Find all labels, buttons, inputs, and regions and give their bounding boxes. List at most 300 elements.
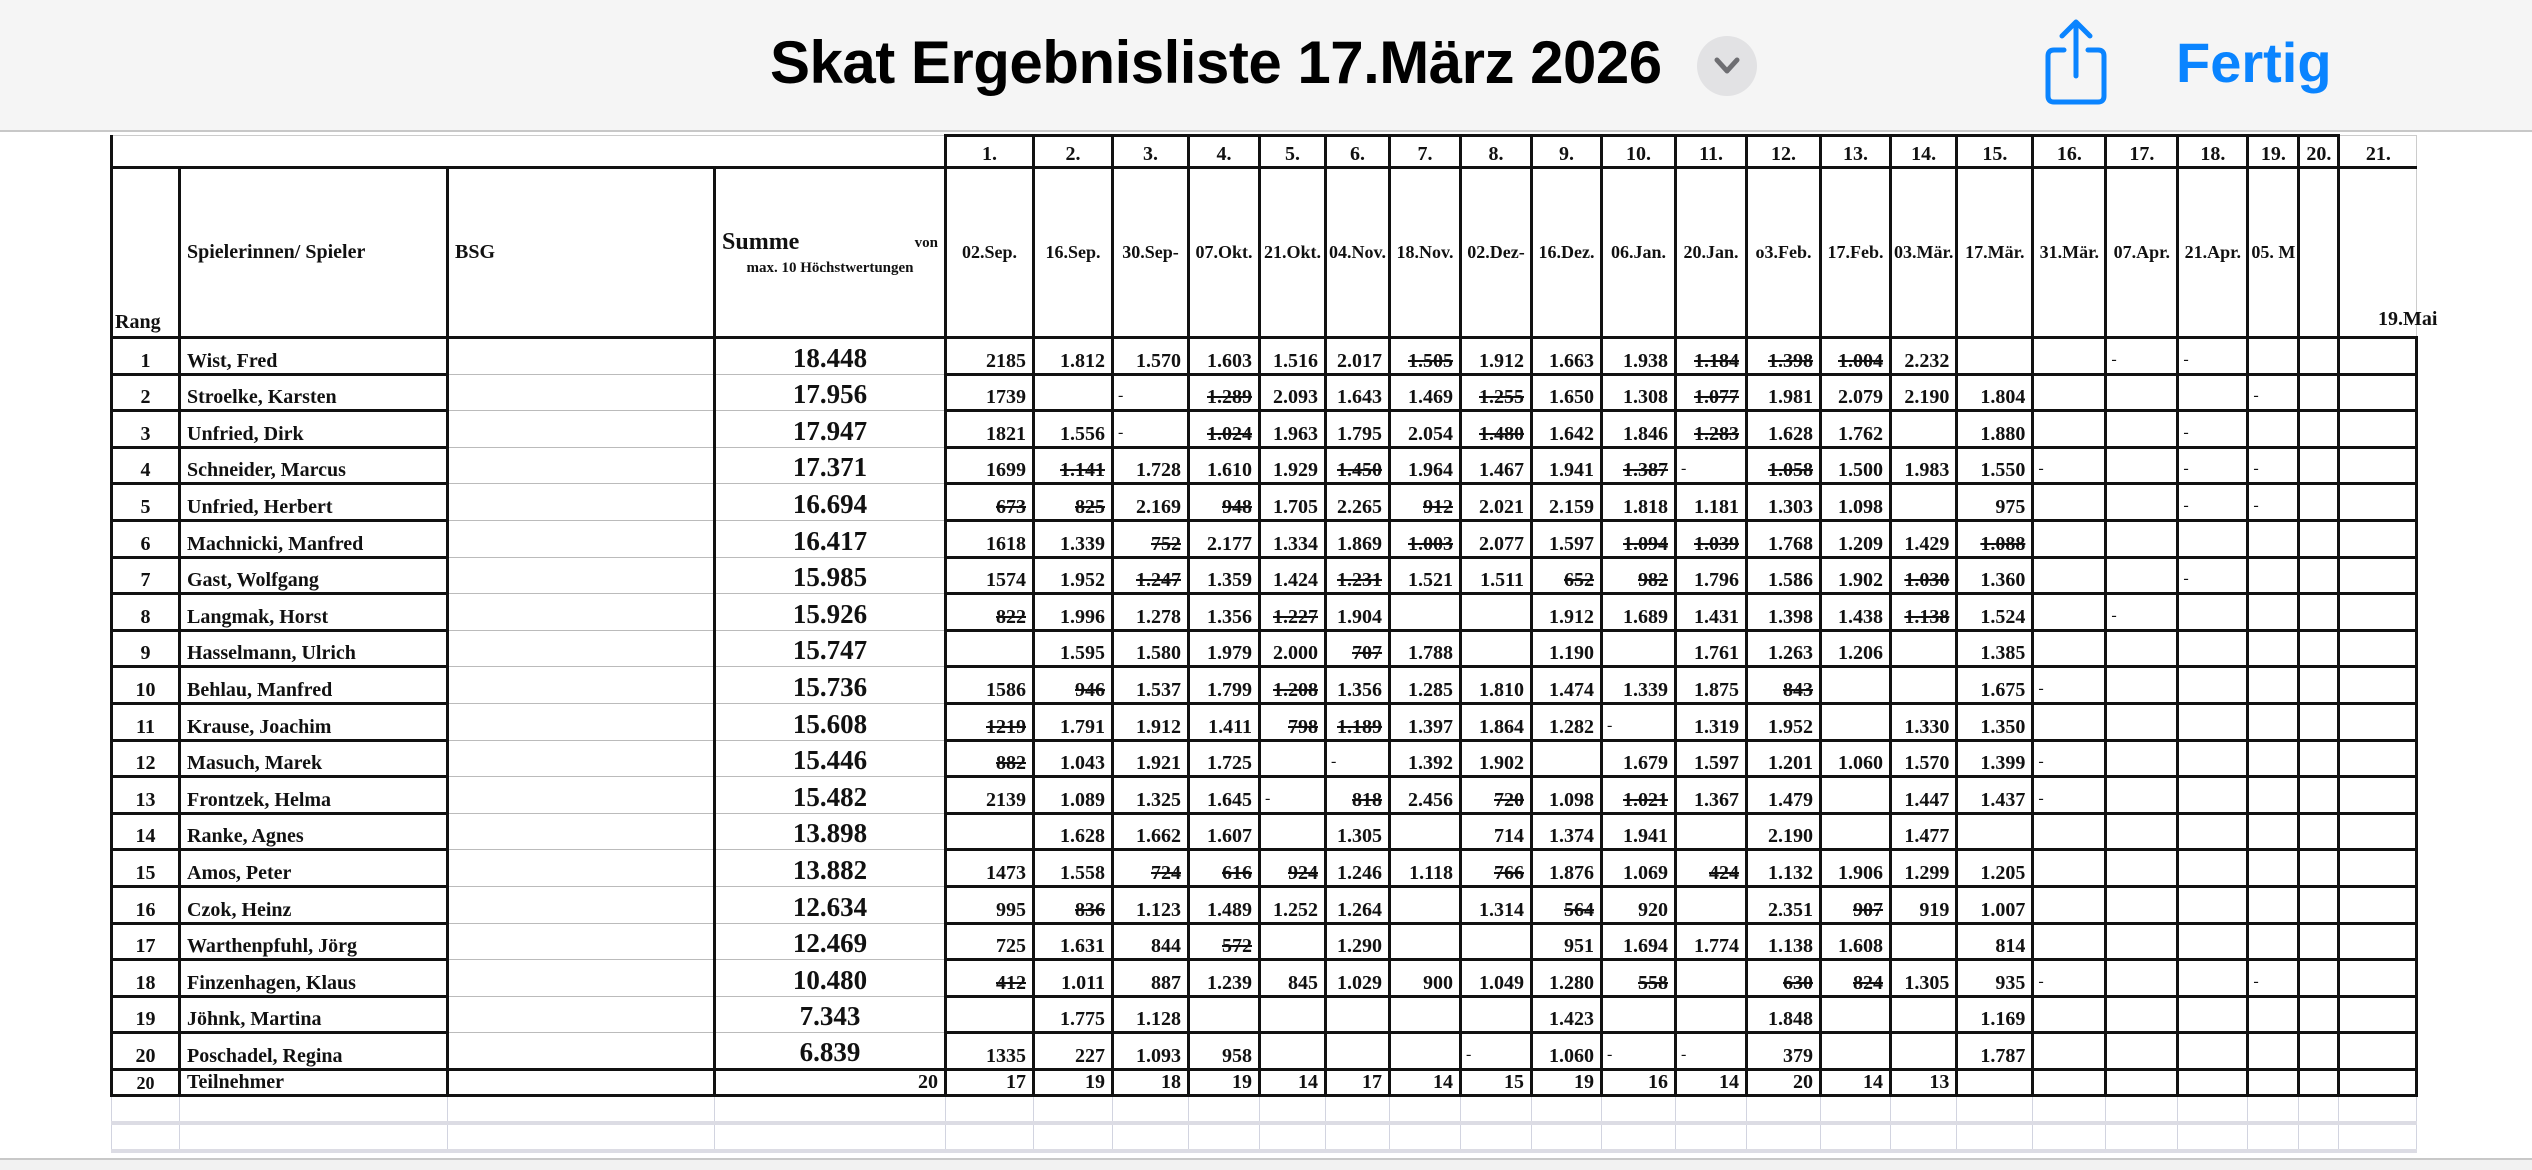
date-header-2[interactable]: 16.Sep. [1034, 168, 1113, 338]
score-cell[interactable] [1390, 923, 1461, 960]
score-cell[interactable] [2248, 411, 2299, 448]
score-cell[interactable] [1602, 520, 1676, 557]
player-name-cell[interactable]: Masuch, Marek [180, 740, 448, 777]
player-name-cell[interactable]: Unfried, Herbert [180, 484, 448, 521]
score-cell[interactable] [2299, 520, 2339, 557]
bsg-cell[interactable] [448, 374, 715, 411]
score-cell[interactable] [1891, 557, 1957, 594]
date-header-1[interactable]: 02.Sep. [946, 168, 1034, 338]
score-cell[interactable] [946, 374, 1034, 411]
rank-cell[interactable]: 11 [112, 703, 180, 740]
score-cell[interactable] [1957, 630, 2033, 667]
date-header-7[interactable]: 18.Nov. [1390, 168, 1461, 338]
score-cell[interactable] [1747, 557, 1821, 594]
score-cell[interactable] [2106, 740, 2178, 777]
score-cell[interactable] [2299, 411, 2339, 448]
score-cell[interactable] [1532, 740, 1602, 777]
score-cell[interactable] [1461, 338, 1532, 375]
score-cell[interactable] [1390, 338, 1461, 375]
empty-cell[interactable] [2248, 1123, 2299, 1151]
participants-count-9[interactable]: 19 [1532, 1069, 1602, 1095]
score-cell[interactable] [1113, 960, 1189, 997]
score-cell[interactable] [1957, 923, 2033, 960]
score-cell[interactable] [1602, 996, 1676, 1033]
score-cell[interactable] [1390, 777, 1461, 814]
score-cell[interactable] [2299, 667, 2339, 704]
score-cell[interactable] [2248, 740, 2299, 777]
score-cell[interactable] [1821, 777, 1891, 814]
score-cell[interactable] [2339, 520, 2417, 557]
score-cell[interactable] [1326, 996, 1390, 1033]
bsg-cell[interactable] [448, 850, 715, 887]
score-cell[interactable] [1602, 667, 1676, 704]
score-cell[interactable] [1747, 960, 1821, 997]
score-cell[interactable] [1532, 1033, 1602, 1070]
score-cell[interactable] [1532, 667, 1602, 704]
score-cell[interactable] [1821, 923, 1891, 960]
score-cell[interactable] [1602, 703, 1676, 740]
empty-cell[interactable] [2033, 1123, 2106, 1151]
score-cell[interactable] [946, 886, 1034, 923]
score-cell[interactable] [1602, 886, 1676, 923]
score-cell[interactable] [946, 996, 1034, 1033]
score-cell[interactable] [1326, 520, 1390, 557]
score-cell[interactable] [2339, 374, 2417, 411]
score-cell[interactable] [1034, 850, 1113, 887]
score-cell[interactable] [2248, 886, 2299, 923]
score-cell[interactable] [2033, 923, 2106, 960]
score-cell[interactable] [946, 1033, 1034, 1070]
score-cell[interactable] [1821, 740, 1891, 777]
score-cell[interactable] [946, 594, 1034, 631]
score-cell[interactable] [2106, 996, 2178, 1033]
score-cell[interactable] [1676, 703, 1747, 740]
score-cell[interactable] [1747, 374, 1821, 411]
score-cell[interactable] [1260, 594, 1326, 631]
score-cell[interactable] [1390, 447, 1461, 484]
score-cell[interactable] [1532, 813, 1602, 850]
empty-cell[interactable] [715, 1095, 946, 1123]
score-cell[interactable] [1326, 667, 1390, 704]
score-cell[interactable] [1821, 447, 1891, 484]
score-cell[interactable] [1532, 374, 1602, 411]
score-cell[interactable] [2178, 850, 2248, 887]
bsg-cell[interactable] [448, 557, 715, 594]
score-cell[interactable] [1891, 374, 1957, 411]
empty-cell[interactable] [1113, 1123, 1189, 1151]
empty-cell[interactable] [448, 1123, 715, 1151]
score-cell[interactable] [2299, 1033, 2339, 1070]
sum-cell[interactable]: 12.634 [715, 886, 946, 923]
score-cell[interactable] [1602, 447, 1676, 484]
score-cell[interactable] [1747, 594, 1821, 631]
score-cell[interactable] [2248, 338, 2299, 375]
score-cell[interactable] [1113, 996, 1189, 1033]
score-cell[interactable] [2299, 886, 2339, 923]
score-cell[interactable] [2248, 447, 2299, 484]
score-cell[interactable] [2033, 667, 2106, 704]
score-cell[interactable] [1532, 557, 1602, 594]
empty-cell[interactable] [1034, 1095, 1113, 1123]
score-cell[interactable] [946, 813, 1034, 850]
score-cell[interactable] [1532, 338, 1602, 375]
player-name-cell[interactable]: Krause, Joachim [180, 703, 448, 740]
score-cell[interactable] [2299, 447, 2339, 484]
score-cell[interactable] [1891, 338, 1957, 375]
score-cell[interactable] [2178, 996, 2248, 1033]
score-cell[interactable] [2106, 338, 2178, 375]
score-cell[interactable] [2299, 594, 2339, 631]
score-cell[interactable] [1532, 923, 1602, 960]
participants-count-17[interactable] [2106, 1069, 2178, 1095]
score-cell[interactable] [1676, 338, 1747, 375]
date-header-12[interactable]: o3.Feb. [1747, 168, 1821, 338]
score-cell[interactable] [1821, 813, 1891, 850]
score-cell[interactable] [1034, 960, 1113, 997]
score-cell[interactable] [946, 520, 1034, 557]
score-cell[interactable] [2178, 703, 2248, 740]
bsg-cell[interactable] [448, 886, 715, 923]
score-cell[interactable] [2033, 594, 2106, 631]
score-cell[interactable] [946, 630, 1034, 667]
score-cell[interactable] [1189, 411, 1260, 448]
rank-cell[interactable]: 2 [112, 374, 180, 411]
score-cell[interactable] [1189, 520, 1260, 557]
score-cell[interactable] [2339, 850, 2417, 887]
score-cell[interactable] [1260, 850, 1326, 887]
score-cell[interactable] [1891, 1033, 1957, 1070]
score-cell[interactable] [1189, 703, 1260, 740]
score-cell[interactable] [1390, 996, 1461, 1033]
sum-cell[interactable]: 17.371 [715, 447, 946, 484]
score-cell[interactable] [2178, 1033, 2248, 1070]
score-cell[interactable] [1957, 850, 2033, 887]
score-cell[interactable] [1676, 960, 1747, 997]
empty-cell[interactable] [2106, 1123, 2178, 1151]
player-name-cell[interactable]: Unfried, Dirk [180, 411, 448, 448]
score-cell[interactable] [1891, 630, 1957, 667]
score-cell[interactable] [1461, 960, 1532, 997]
score-cell[interactable] [1461, 850, 1532, 887]
bsg-cell[interactable] [448, 520, 715, 557]
score-cell[interactable] [1034, 594, 1113, 631]
score-cell[interactable] [2339, 960, 2417, 997]
score-cell[interactable] [1602, 850, 1676, 887]
score-cell[interactable] [2248, 703, 2299, 740]
sum-cell[interactable]: 18.448 [715, 338, 946, 375]
score-cell[interactable] [1260, 557, 1326, 594]
score-cell[interactable] [2178, 630, 2248, 667]
score-cell[interactable] [1326, 960, 1390, 997]
score-cell[interactable] [1747, 777, 1821, 814]
empty-cell[interactable] [1390, 1095, 1461, 1123]
bsg-cell[interactable] [448, 1033, 715, 1070]
score-cell[interactable] [1957, 520, 2033, 557]
player-name-cell[interactable]: Czok, Heinz [180, 886, 448, 923]
score-cell[interactable] [1957, 447, 2033, 484]
score-cell[interactable] [2106, 411, 2178, 448]
score-cell[interactable] [1891, 447, 1957, 484]
bsg-cell[interactable] [448, 923, 715, 960]
score-cell[interactable] [946, 447, 1034, 484]
score-cell[interactable] [1957, 594, 2033, 631]
score-cell[interactable] [1602, 594, 1676, 631]
score-cell[interactable] [1461, 411, 1532, 448]
round-number-11[interactable]: 11. [1676, 136, 1747, 168]
score-cell[interactable] [1821, 520, 1891, 557]
empty-cell[interactable] [1821, 1095, 1891, 1123]
score-cell[interactable] [1747, 886, 1821, 923]
score-cell[interactable] [2106, 923, 2178, 960]
score-cell[interactable] [1821, 484, 1891, 521]
score-cell[interactable] [1113, 813, 1189, 850]
score-cell[interactable] [1113, 630, 1189, 667]
score-cell[interactable] [1326, 923, 1390, 960]
score-cell[interactable] [1113, 740, 1189, 777]
empty-cell[interactable] [1891, 1123, 1957, 1151]
score-cell[interactable] [1260, 630, 1326, 667]
date-header-16[interactable]: 31.Mär. [2033, 168, 2106, 338]
score-cell[interactable] [1326, 338, 1390, 375]
score-cell[interactable] [1189, 447, 1260, 484]
score-cell[interactable] [2033, 740, 2106, 777]
score-cell[interactable] [1676, 630, 1747, 667]
score-cell[interactable] [1034, 886, 1113, 923]
player-name-cell[interactable]: Wist, Fred [180, 338, 448, 375]
participants-count-19[interactable] [2248, 1069, 2299, 1095]
score-cell[interactable] [2339, 411, 2417, 448]
score-cell[interactable] [1390, 484, 1461, 521]
score-cell[interactable] [2339, 813, 2417, 850]
round-number-7[interactable]: 7. [1390, 136, 1461, 168]
score-cell[interactable] [1113, 703, 1189, 740]
score-cell[interactable] [2339, 886, 2417, 923]
score-cell[interactable] [1034, 557, 1113, 594]
score-cell[interactable] [1326, 374, 1390, 411]
score-cell[interactable] [2299, 923, 2339, 960]
date-header-8[interactable]: 02.Dez- [1461, 168, 1532, 338]
round-number-14[interactable]: 14. [1891, 136, 1957, 168]
score-cell[interactable] [2248, 850, 2299, 887]
score-cell[interactable] [1113, 557, 1189, 594]
score-cell[interactable] [1034, 923, 1113, 960]
empty-cell[interactable] [1189, 1095, 1260, 1123]
empty-cell[interactable] [1326, 1123, 1390, 1151]
score-cell[interactable] [2106, 1033, 2178, 1070]
score-cell[interactable] [1821, 960, 1891, 997]
score-cell[interactable] [1461, 813, 1532, 850]
score-cell[interactable] [1461, 594, 1532, 631]
score-cell[interactable] [1189, 850, 1260, 887]
score-cell[interactable] [1034, 1033, 1113, 1070]
date-header-11[interactable]: 20.Jan. [1676, 168, 1747, 338]
score-cell[interactable] [1957, 667, 2033, 704]
bsg-cell[interactable] [448, 338, 715, 375]
score-cell[interactable] [1747, 850, 1821, 887]
score-cell[interactable] [2106, 447, 2178, 484]
score-cell[interactable] [1821, 886, 1891, 923]
score-cell[interactable] [1532, 520, 1602, 557]
rank-cell[interactable]: 3 [112, 411, 180, 448]
score-cell[interactable] [1189, 630, 1260, 667]
participants-count-6[interactable]: 17 [1326, 1069, 1390, 1095]
score-cell[interactable] [2033, 813, 2106, 850]
score-cell[interactable] [1461, 703, 1532, 740]
score-cell[interactable] [1532, 850, 1602, 887]
score-cell[interactable] [946, 411, 1034, 448]
score-cell[interactable] [1326, 484, 1390, 521]
score-cell[interactable] [1676, 1033, 1747, 1070]
score-cell[interactable] [2299, 960, 2339, 997]
score-cell[interactable] [1189, 374, 1260, 411]
score-cell[interactable] [1957, 411, 2033, 448]
date-header-5[interactable]: 21.Okt. [1260, 168, 1326, 338]
bsg-cell[interactable] [448, 740, 715, 777]
score-cell[interactable] [2339, 630, 2417, 667]
bsg-cell[interactable] [448, 667, 715, 704]
score-cell[interactable] [2106, 594, 2178, 631]
bsg-cell[interactable] [448, 960, 715, 997]
empty-cell[interactable] [946, 1123, 1034, 1151]
score-cell[interactable] [2299, 484, 2339, 521]
score-cell[interactable] [1461, 777, 1532, 814]
score-cell[interactable] [2339, 703, 2417, 740]
bsg-cell[interactable] [448, 703, 715, 740]
score-cell[interactable] [2033, 338, 2106, 375]
bsg-cell[interactable] [448, 777, 715, 814]
score-cell[interactable] [2178, 484, 2248, 521]
empty-cell[interactable] [1113, 1095, 1189, 1123]
score-cell[interactable] [2178, 960, 2248, 997]
score-cell[interactable] [1189, 557, 1260, 594]
score-cell[interactable] [2248, 960, 2299, 997]
rank-cell[interactable]: 18 [112, 960, 180, 997]
sum-cell[interactable]: 10.480 [715, 960, 946, 997]
score-cell[interactable] [2106, 813, 2178, 850]
score-cell[interactable] [1676, 777, 1747, 814]
score-cell[interactable] [1532, 630, 1602, 667]
score-cell[interactable] [1676, 484, 1747, 521]
score-cell[interactable] [1326, 630, 1390, 667]
score-cell[interactable] [1189, 740, 1260, 777]
empty-cell[interactable] [1602, 1095, 1676, 1123]
score-cell[interactable] [1676, 850, 1747, 887]
score-cell[interactable] [1189, 886, 1260, 923]
score-cell[interactable] [2299, 996, 2339, 1033]
sum-cell[interactable]: 16.694 [715, 484, 946, 521]
participants-count-11[interactable]: 14 [1676, 1069, 1747, 1095]
score-cell[interactable] [1189, 594, 1260, 631]
score-cell[interactable] [1821, 703, 1891, 740]
score-cell[interactable] [2339, 594, 2417, 631]
score-cell[interactable] [1034, 703, 1113, 740]
sum-cell[interactable]: 15.446 [715, 740, 946, 777]
score-cell[interactable] [1891, 594, 1957, 631]
player-name-cell[interactable]: Jöhnk, Martina [180, 996, 448, 1033]
score-cell[interactable] [1034, 740, 1113, 777]
score-cell[interactable] [1532, 703, 1602, 740]
score-cell[interactable] [1602, 557, 1676, 594]
round-number-6[interactable]: 6. [1326, 136, 1390, 168]
score-cell[interactable] [1390, 557, 1461, 594]
score-cell[interactable] [2339, 740, 2417, 777]
score-cell[interactable] [2178, 594, 2248, 631]
score-cell[interactable] [1676, 813, 1747, 850]
player-name-cell[interactable]: Finzenhagen, Klaus [180, 960, 448, 997]
score-cell[interactable] [1461, 630, 1532, 667]
score-cell[interactable] [1390, 960, 1461, 997]
participants-count-12[interactable]: 20 [1747, 1069, 1821, 1095]
round-number-18[interactable]: 18. [2178, 136, 2248, 168]
score-cell[interactable] [1461, 996, 1532, 1033]
score-cell[interactable] [1891, 850, 1957, 887]
score-cell[interactable] [1821, 411, 1891, 448]
score-cell[interactable] [1747, 520, 1821, 557]
score-cell[interactable] [2248, 484, 2299, 521]
score-cell[interactable] [2299, 813, 2339, 850]
score-cell[interactable] [1034, 667, 1113, 704]
sum-cell[interactable]: 15.747 [715, 630, 946, 667]
score-cell[interactable] [1260, 886, 1326, 923]
score-cell[interactable] [2178, 557, 2248, 594]
score-cell[interactable] [1326, 447, 1390, 484]
player-name-header[interactable]: Spielerinnen/ Spieler [180, 168, 448, 338]
date-header-10[interactable]: 06.Jan. [1602, 168, 1676, 338]
score-cell[interactable] [1326, 411, 1390, 448]
participants-count-10[interactable]: 16 [1602, 1069, 1676, 1095]
empty-cell[interactable] [1532, 1123, 1602, 1151]
score-cell[interactable] [1602, 740, 1676, 777]
bsg-cell[interactable] [448, 813, 715, 850]
score-cell[interactable] [1891, 520, 1957, 557]
empty-cell[interactable] [1602, 1123, 1676, 1151]
score-cell[interactable] [2033, 557, 2106, 594]
bsg-cell[interactable] [448, 447, 715, 484]
score-cell[interactable] [2248, 1033, 2299, 1070]
score-cell[interactable] [946, 923, 1034, 960]
score-cell[interactable] [2299, 850, 2339, 887]
score-cell[interactable] [1747, 996, 1821, 1033]
score-cell[interactable] [2033, 886, 2106, 923]
participants-count-label[interactable]: 20 [112, 1069, 180, 1095]
score-cell[interactable] [1957, 374, 2033, 411]
date-header-13[interactable]: 17.Feb. [1821, 168, 1891, 338]
empty-cell[interactable] [1390, 1123, 1461, 1151]
score-cell[interactable] [1747, 1033, 1821, 1070]
score-cell[interactable] [2248, 996, 2299, 1033]
score-cell[interactable] [1390, 850, 1461, 887]
participants-count-14[interactable]: 13 [1891, 1069, 1957, 1095]
score-cell[interactable] [1821, 374, 1891, 411]
rank-cell[interactable]: 14 [112, 813, 180, 850]
score-cell[interactable] [1532, 996, 1602, 1033]
score-cell[interactable] [1461, 923, 1532, 960]
score-cell[interactable] [1113, 886, 1189, 923]
round-number-1[interactable]: 1. [946, 136, 1034, 168]
round-number-3[interactable]: 3. [1113, 136, 1189, 168]
score-cell[interactable] [2178, 923, 2248, 960]
score-cell[interactable] [1532, 594, 1602, 631]
round-number-8[interactable]: 8. [1461, 136, 1532, 168]
score-cell[interactable] [1260, 374, 1326, 411]
score-cell[interactable] [2178, 520, 2248, 557]
score-cell[interactable] [1957, 557, 2033, 594]
player-name-cell[interactable]: Amos, Peter [180, 850, 448, 887]
score-cell[interactable] [1461, 447, 1532, 484]
round-number-4[interactable]: 4. [1189, 136, 1260, 168]
score-cell[interactable] [1532, 960, 1602, 997]
score-cell[interactable] [1326, 740, 1390, 777]
